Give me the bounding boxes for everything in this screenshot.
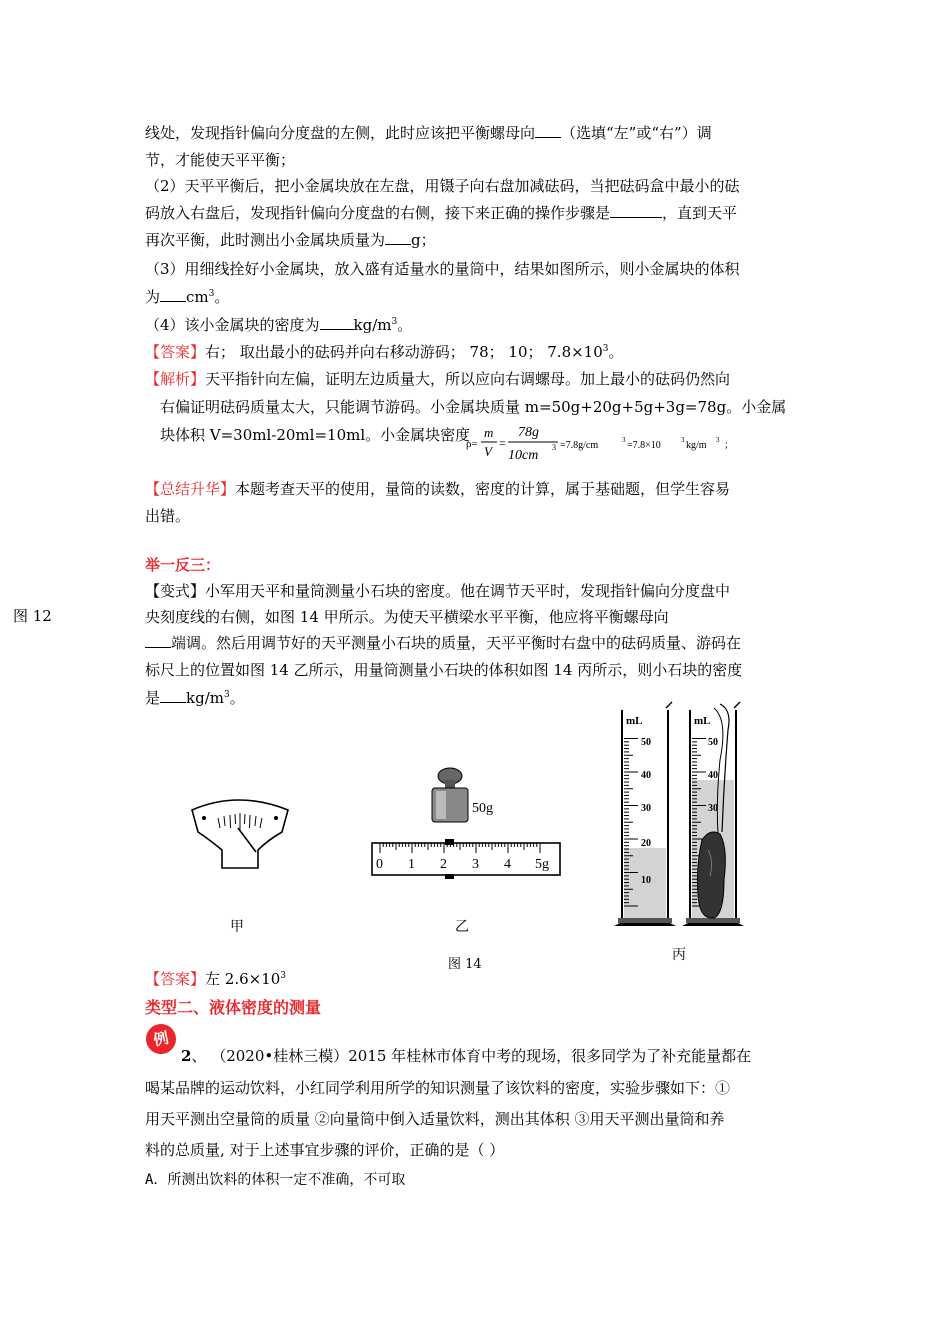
q1-line-2: 节，才能使天平平衡；: [145, 151, 296, 169]
svg-text:V: V: [484, 444, 492, 459]
svg-text:=7.8×10: =7.8×10: [627, 440, 661, 451]
svg-text:3: 3: [552, 443, 556, 452]
svg-text:30: 30: [708, 803, 718, 814]
example-line-4: 料的总质量, 对于上述事宜步骤的评价，正确的是（ ）: [145, 1141, 505, 1159]
side-figure-label: 图 12: [13, 607, 52, 625]
example-badge: 例: [143, 1021, 179, 1057]
svg-text:m: m: [484, 425, 494, 440]
answer-blank[interactable]: [320, 315, 354, 330]
svg-text:=7.8g/cm: =7.8g/cm: [560, 440, 599, 451]
svg-text:=: =: [499, 436, 506, 450]
balance-ruler: [372, 839, 560, 879]
figure-caption: 图 14: [448, 957, 482, 972]
variant-line-2: 央刻度线的右侧，如图 14 甲所示。为使天平横梁水平平衡，他应将平衡螺母向: [145, 608, 669, 626]
graduated-cylinder-stone: [682, 702, 744, 926]
figure-14: [180, 700, 760, 940]
analysis-line-1: 【解析】天平指针向左偏，证明左边质量大，所以应向右调螺母。加上最小的砝码仍然向: [145, 370, 731, 388]
graduated-cylinder-water: [614, 702, 676, 926]
svg-text:mL: mL: [626, 715, 643, 727]
summary-line-1: 【总结升华】本题考查天平的使用，量筒的读数，密度的计算，属于基础题，但学生容易: [145, 480, 731, 498]
variant-line-4: 标尺上的位置如图 14 乙所示，用量筒测量小石块的体积如图 14 丙所示，则小石块的密度: [145, 661, 743, 679]
ruler-tick-label: 4: [504, 857, 511, 872]
svg-text:3: 3: [681, 436, 685, 444]
variant-line-3: 端调。然后用调节好的天平测量小石块的质量，天平平衡时右盘中的砝码质量、游码在: [145, 633, 741, 653]
svg-text:；: ；: [724, 440, 734, 451]
ruler-tick-label: 0: [376, 857, 383, 872]
q1-line-5: 再次平衡，此时测出小金属块质量为 g；: [145, 231, 436, 249]
ruler-tick-label: 2: [440, 857, 447, 872]
caption-yi: 乙: [455, 919, 469, 935]
section-heading-practice: 举一反三：: [145, 556, 221, 574]
variant-line-5: 是 $kg/m^3$。: [145, 689, 245, 707]
q1-line-7: 为 $cm^3$。: [145, 288, 230, 306]
ruler-tick-label: 5g: [535, 857, 549, 872]
answer-blank[interactable]: [145, 633, 171, 648]
section-heading-liquid-density: 类型二、液体密度的测量: [145, 998, 322, 1017]
svg-text:78g: 78g: [518, 425, 539, 440]
balance-scale-dial: [192, 800, 288, 868]
density-formula: [466, 420, 746, 466]
example-line-2: 喝某品牌的运动饮料，小红同学利用所学的知识测量了该饮料的密度，实验步骤如下：①: [145, 1079, 731, 1097]
answer-1: 【答案】右； 取出最小的砝码并向右移动游码； 78； 10； $7.8\times 10^3$。: [145, 343, 624, 361]
q1-line-6: （3）用细线拴好小金属块，放入盛有适量水的量筒中，结果如图所示，则小金属块的体积: [145, 260, 740, 278]
answer-blank[interactable]: [535, 123, 561, 138]
analysis-line-2: 右偏证明砝码质量太大，只能调节游码。小金属块质量 m=50g+20g+5g+3g=78g。小金属: [160, 398, 787, 416]
svg-text:3: 3: [716, 436, 720, 444]
q1-line-8: （4）该小金属块的密度为 $kg/m^3$。: [145, 316, 413, 334]
svg-text:10: 10: [641, 875, 651, 886]
weight-50g: [432, 768, 468, 822]
example-line-1: 2、 （2020•桂林三模）2015 年桂林市体育中考的现场，很多同学为了补充能量都在: [181, 1047, 752, 1065]
caption-jia: 甲: [230, 919, 244, 935]
svg-text:kg/m: kg/m: [686, 440, 707, 451]
svg-text:50: 50: [708, 737, 718, 748]
svg-text:3: 3: [622, 436, 626, 444]
svg-text:mL: mL: [694, 715, 711, 727]
ruler-tick-label: 3: [472, 857, 479, 872]
q1-line-4: 码放入右盘后，发现指针偏向分度盘的右侧，接下来正确的操作步骤是 ，直到天平: [145, 204, 738, 222]
ruler-tick-label: 1: [408, 857, 415, 872]
svg-text:10cm: 10cm: [508, 448, 539, 463]
q1-line-1: 线处，发现指针偏向分度盘的左侧，此时应该把平衡螺母向 （选填“左”或“右”）调: [145, 124, 712, 142]
answer-blank[interactable]: [610, 203, 662, 218]
svg-text:30: 30: [641, 803, 651, 814]
answer-2: 【答案】左 $2.6\times 10^3$: [145, 970, 287, 988]
svg-text:40: 40: [708, 770, 718, 781]
svg-text:20: 20: [641, 838, 651, 849]
answer-blank[interactable]: [385, 230, 411, 245]
svg-text:40: 40: [641, 770, 651, 781]
example-line-3: 用天平测出空量筒的质量 ②向量筒中倒入适量饮料，测出其体积 ③用天平测出量筒和养: [145, 1110, 725, 1128]
variant-line-1: 【变式】小军用天平和量筒测量小石块的密度。他在调节天平时，发现指针偏向分度盘中: [145, 582, 731, 600]
svg-text:ρ=: ρ=: [466, 438, 478, 450]
caption-bing: 丙: [672, 947, 686, 963]
weight-label: 50g: [472, 801, 493, 816]
answer-blank[interactable]: [160, 287, 186, 302]
option-a[interactable]: A．所测出饮料的体积一定不准确，不可取: [145, 1172, 406, 1188]
analysis-line-3: 块体积 V=30ml-20ml=10ml。小金属块密度: [160, 426, 471, 444]
q1-line-3: （2）天平平衡后，把小金属块放在左盘，用镊子向右盘加减砝码，当把砝码盒中最小的砝: [145, 177, 740, 195]
svg-text:50: 50: [641, 737, 651, 748]
summary-line-2: 出错。: [145, 507, 191, 525]
